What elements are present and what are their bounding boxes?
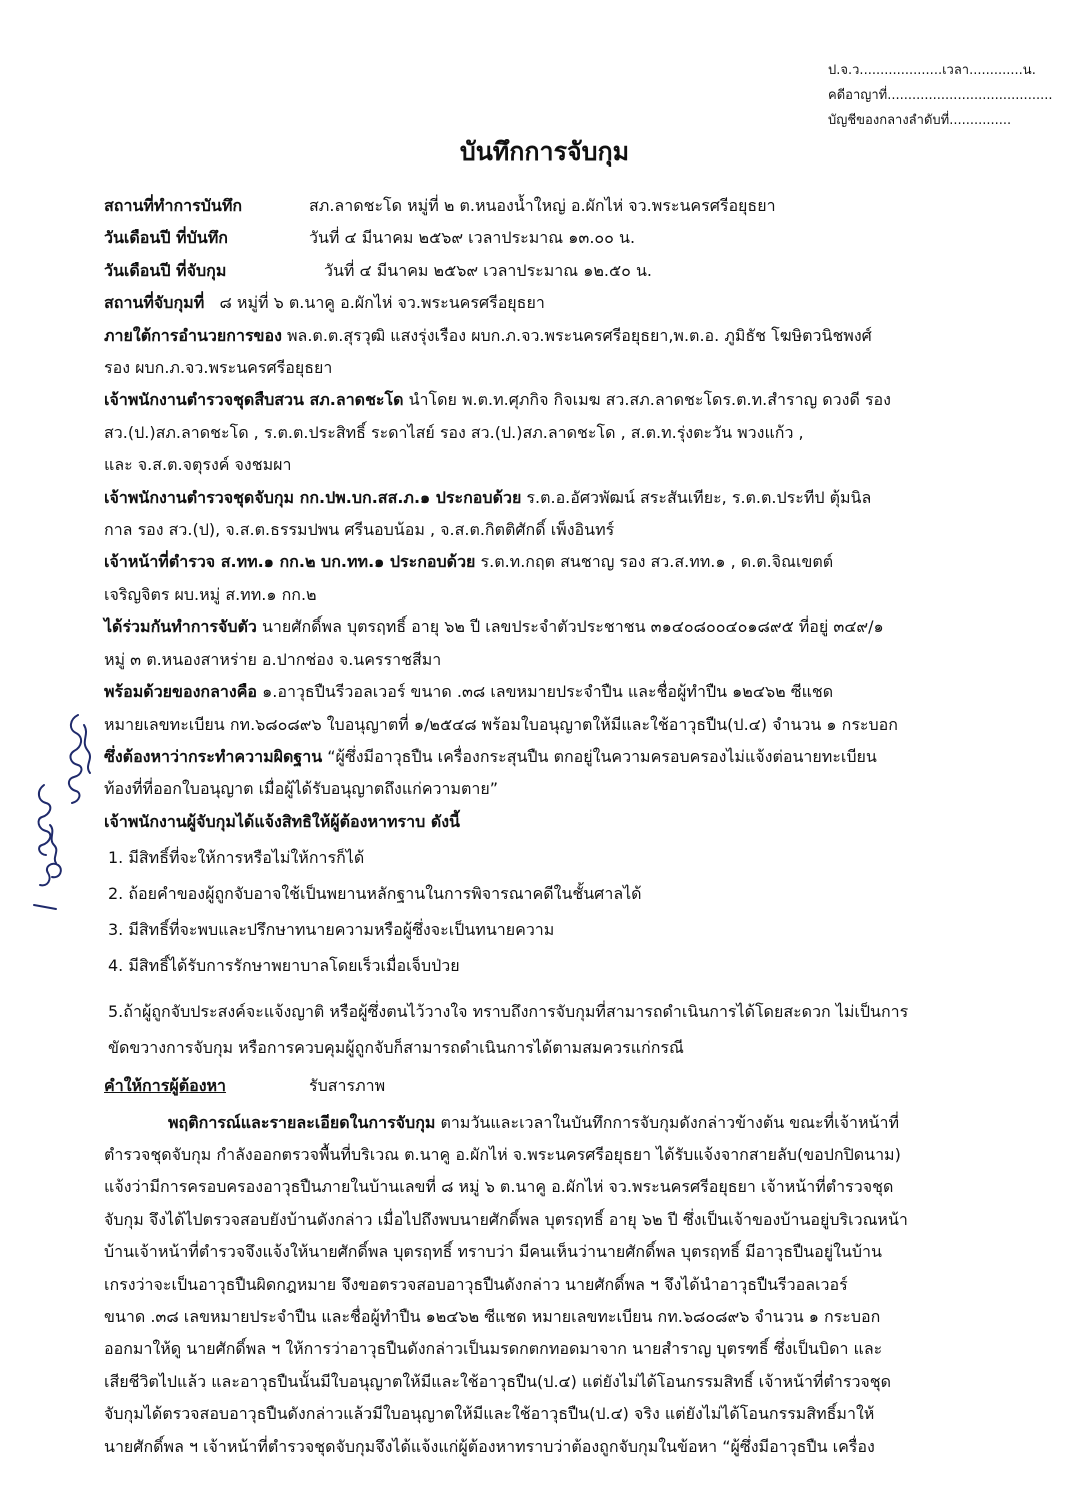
narrative-line: เสียชีวิตไปแล้ว และอาวุธปืนนั้นมีใบอนุญาตให้มีและใช้อาวุธปืน(ป.๔) แต่ยังไม่ได้โอนกรรมสิทธิ์ เจ้าหน้าที่ตำรวจชุด — [104, 1371, 892, 1391]
right-item-2: 2. ถ้อยคำของผู้ถูกจับอาจใช้เป็นพยานหลักฐานในการพิจารณาคดีในชั้นศาลได้ — [108, 884, 642, 904]
statement-value: รับสารภาพ — [309, 1076, 386, 1096]
handwritten-signature-initials — [20, 695, 108, 935]
tourist-police-label: เจ้าหน้าที่ตำรวจ ส.ทท.๑ กก.๒ บก.ทท.๑ ประกอบด้วย — [104, 552, 476, 572]
investigators-label: เจ้าพนักงานตำรวจชุดสืบสวน สภ.ลาดชะโด — [104, 390, 404, 410]
narrative-line: ขนาด .๓๘ เลขหมายประจำปืน และชื่อผู้ทำปืน ๑๒๔๖๒ ซีแชด หมายเลขทะเบียน กท.๖๘๐๘๙๖ จำนวน ๑ กระบอก — [104, 1306, 881, 1326]
arrest-team-label: เจ้าพนักงานตำรวจชุดจับกุม กก.ปพ.บก.สส.ภ.๑ ประกอบด้วย — [104, 487, 522, 507]
suspect-paragraph — [104, 611, 1024, 676]
statement-label: คำให้การผู้ต้องหา — [104, 1076, 227, 1096]
investigators-line1: นำโดย พ.ต.ท.ศุภกิจ กิจเมฆ สว.สภ.ลาดชะโดร.ต.ท.สำราญ ดวงดี รอง — [408, 390, 891, 410]
command-paragraph — [104, 320, 1024, 385]
suspect-label: ได้ร่วมกันทำการจับตัว — [104, 617, 257, 637]
narrative-first-text: ตามวันและเวลาในบันทึกการจับกุมดังกล่าวข้างต้น ขณะที่เจ้าหน้าที่ — [440, 1112, 899, 1132]
arrest-team-line1: ร.ต.อ.อัศวพัฒน์ สระสันเทียะ, ร.ต.ต.ประทีป ตุ้มนิล — [526, 487, 872, 507]
charge-label: ซึ่งต้องหาว่ากระทำความผิดฐาน — [104, 746, 323, 766]
command-value: พล.ต.ต.สุรวุฒิ แสงรุ่งเรือง ผบก.ภ.จว.พระนครศรีอยุธยา,พ.ต.อ. ภูมิธัช โฆษิตวนิชพงศ์ — [286, 325, 872, 345]
investigators-line2: สว.(ป.)สภ.ลาดชะโด , ร.ต.ต.ประสิทธิ์ ระดาไสย์ รอง สว.(ป.)สภ.ลาดชะโด , ส.ต.ท.รุ่งตะวัน พวงแก้ว , — [104, 422, 804, 442]
arrest-team-paragraph — [104, 482, 1024, 547]
signature-strokes — [34, 715, 90, 909]
investigators-paragraph — [104, 384, 1024, 481]
narrative-line: จับกุม จึงได้ไปตรวจสอบยังบ้านดังกล่าว เมื่อไปถึงพบนายศักดิ์พล บุตรฤทธิ์ อายุ ๖๒ ปี ซึ่งเป็นเจ้าของบ้านอยู่บริเวณหน้า — [104, 1209, 908, 1229]
evidence-line2: หมายเลขทะเบียน กท.๖๘๐๘๙๖ ใบอนุญาตที่ ๑/๒๕๔๘ พร้อมใบอนุญาตให้มีและใช้อาวุธปืน(ป.๔) จำนวน ๑ กระบอก — [104, 714, 898, 734]
charge-line2: ท้องที่ที่ออกใบอนุญาต เมื่อผู้ได้รับอนุญาตถึงแก่ความตาย” — [104, 779, 499, 799]
right-item-4: 4. มีสิทธิ์ได้รับการรักษาพยาบาลโดยเร็วเมื่อเจ็บป่วย — [108, 956, 460, 976]
case-log-line: ป.จ.ว....................เวลา.............น. — [828, 63, 1036, 78]
narrative-first-line — [104, 1107, 1024, 1139]
charge-paragraph — [104, 741, 1024, 806]
arrest-date-value: วันที่ ๔ มีนาคม ๒๕๖๙ เวลาประมาณ ๑๒.๕๐ น. — [324, 260, 652, 280]
right-5-line1: 5.ถ้าผู้ถูกจับประสงค์จะแจ้งญาติ หรือผู้ซึ่งตนไว้วางใจ ทราบถึงการจับกุมที่สามารถดำเนินการได้โดยสะดวก ไม่เป็นการ — [108, 1002, 909, 1022]
statement-row — [104, 1070, 1024, 1102]
arrest-place-label: สถานที่จับกุมที่ — [104, 293, 205, 313]
right-item-3: 3. มีสิทธิ์ที่จะพบและปรึกษาทนายความหรือผู้ซึ่งจะเป็นทนายความ — [108, 920, 555, 940]
narrative-paragraph — [104, 1107, 1024, 1463]
narrative-line: ออกมาให้ดู นายศักดิ์พล ฯ ให้การว่าอาวุธปืนดังกล่าวเป็นมรดกตกทอดมาจาก นายสำราญ บุตรฑธิ์ ซึ่งเป็นบิดา และ — [104, 1339, 883, 1359]
right-5-line2: ขัดขวางการจับกุม หรือการควบคุมผู้ถูกจับก็สามารถดำเนินการได้ตามสมควรแก่กรณี — [108, 1038, 684, 1058]
investigators-line3: และ จ.ส.ต.จตุรงค์ จงชมผา — [104, 455, 292, 475]
record-date-row — [104, 222, 1024, 254]
arrest-place-value: ๘ หมู่ที่ ๖ ต.นาคู อ.ผักไห่ จว.พระนครศรีอยุธยา — [219, 293, 545, 313]
record-place-value: สภ.ลาดชะโด หมู่ที่ ๒ ต.หนองน้ำใหญ่ อ.ผักไห่ จว.พระนครศรีอยุธยา — [309, 196, 776, 215]
command-cont: รอง ผบก.ภ.จว.พระนครศรีอยุธยา — [104, 358, 333, 378]
evidence-label: พร้อมด้วยของกลางคือ — [104, 682, 258, 702]
arrest-place — [104, 287, 1024, 319]
charge-line1: “ผู้ซึ่งมีอาวุธปืน เครื่องกระสุนปืน ตกอยู่ในความครอบครองไม่แจ้งต่อนายทะเบียน — [327, 746, 877, 766]
arrest-date-label: วันเดือนปี ที่จับกุม — [104, 260, 227, 280]
right-item-1: 1. มีสิทธิ์ที่จะให้การหรือไม่ให้การก็ได้ — [108, 848, 365, 868]
command-label: ภายใต้การอำนวยการของ — [104, 325, 282, 345]
record-place-label: สถานที่ทำการบันทึก — [104, 196, 243, 215]
evidence-line1: ๑.อาวุธปืนรีวอลเวอร์ ขนาด .๓๘ เลขหมายประจำปืน และชื่อผู้ทำปืน ๑๒๔๖๒ ซีแชด — [262, 682, 834, 702]
reference-box — [828, 58, 1053, 133]
narrative-line: นายศักดิ์พล ฯ เจ้าหน้าที่ตำรวจชุดจับกุมจึงได้แจ้งแก่ผู้ต้องหาทราบว่าต้องถูกจับกุมในข้อหา “ผู้ซึ่งมีอาวุธปืน เครื่อง — [104, 1436, 875, 1456]
suspect-line2: หมู่ ๓ ต.หนองสาหร่าย อ.ปากช่อง จ.นครราชสีมา — [104, 649, 442, 669]
narrative-line: ตำรวจชุดจับกุม กำลังออกตรวจพื้นที่บริเวณ ต.นาคู อ.ผักไห่ จ.พระนครศรีอยุธยา ได้รับแจ้งจากสายลับ(ขอปกปิดนาม) — [104, 1144, 901, 1164]
document-title: บันทึกการจับกุม — [459, 137, 630, 166]
narrative-label: พฤติการณ์และรายละเอียดในการจับกุม — [168, 1112, 436, 1132]
tourist-police-line1: ร.ต.ท.กฤต สนชาญ รอง สว.ส.ทท.๑ , ด.ต.จิณเขตต์ — [480, 552, 834, 572]
tourist-police-line2: เจริญจิตร ผบ.หมู่ ส.ทท.๑ กก.๒ — [104, 584, 317, 604]
arrest-team-line2: กาล รอง สว.(ป), จ.ส.ต.ธรรมปพน ศรีนอบน้อม , จ.ส.ต.กิตติศักดิ์ เพ็งอินทร์ — [104, 520, 615, 540]
record-place-row — [104, 190, 1024, 222]
record-date-label: วันเดือนปี ที่บันทึก — [104, 228, 228, 248]
narrative-line: แจ้งว่ามีการครอบครองอาวุธปืนภายในบ้านเลขที่ ๘ หมู่ ๖ ต.นาคู อ.ผักไห่ จว.พระนครศรีอยุธยา เจ้าหน้าที่ตำรวจชุด — [104, 1177, 894, 1197]
rights-list — [104, 840, 1024, 984]
suspect-line1: นายศักดิ์พล บุตรฤทธิ์ อายุ ๖๒ ปี เลขประจำตัวประชาชน ๓๑๔๐๘๐๐๔๐๑๘๙๕ ที่อยู่ ๓๔๙/๑ — [261, 617, 884, 637]
arrest-date-row — [104, 255, 1024, 287]
evidence-list-line: บัญชีของกลางลำดับที่............... — [828, 113, 1012, 128]
rights-heading: เจ้าพนักงานผู้จับกุมได้แจ้งสิทธิให้ผู้ต้องหาทราบ ดังนี้ — [104, 811, 460, 831]
record-date-value: วันที่ ๔ มีนาคม ๒๕๖๙ เวลาประมาณ ๑๓.๐๐ น. — [309, 228, 636, 248]
narrative-line: เกรงว่าจะเป็นอาวุธปืนผิดกฎหมาย จึงขอตรวจสอบอาวุธปืนดังกล่าว นายศักดิ์พล ฯ จึงได้นำอาวุธปืนรีวอลเวอร์ — [104, 1274, 848, 1294]
criminal-case-line: คดีอาญาที่........................................ — [828, 88, 1053, 103]
evidence-paragraph — [104, 676, 1024, 741]
right-item-5 — [104, 994, 1024, 1066]
narrative-line: บ้านเจ้าหน้าที่ตำรวจจึงแจ้งให้นายศักดิ์พล บุตรฤทธิ์ ทราบว่า มีคนเห็นว่านายศักดิ์พล บุตรฤทธิ์ มีอาวุธปืนอยู่ในบ้าน — [104, 1242, 882, 1262]
tourist-police-paragraph — [104, 546, 1024, 611]
narrative-line: จับกุมได้ตรวจสอบอาวุธปืนดังกล่าวแล้วมีใบอนุญาตให้มีและใช้อาวุธปืน(ป.๔) จริง แต่ยังไม่ได้โอนกรรมสิทธิ์มาให้ — [104, 1404, 875, 1424]
document-body — [104, 190, 1024, 1463]
